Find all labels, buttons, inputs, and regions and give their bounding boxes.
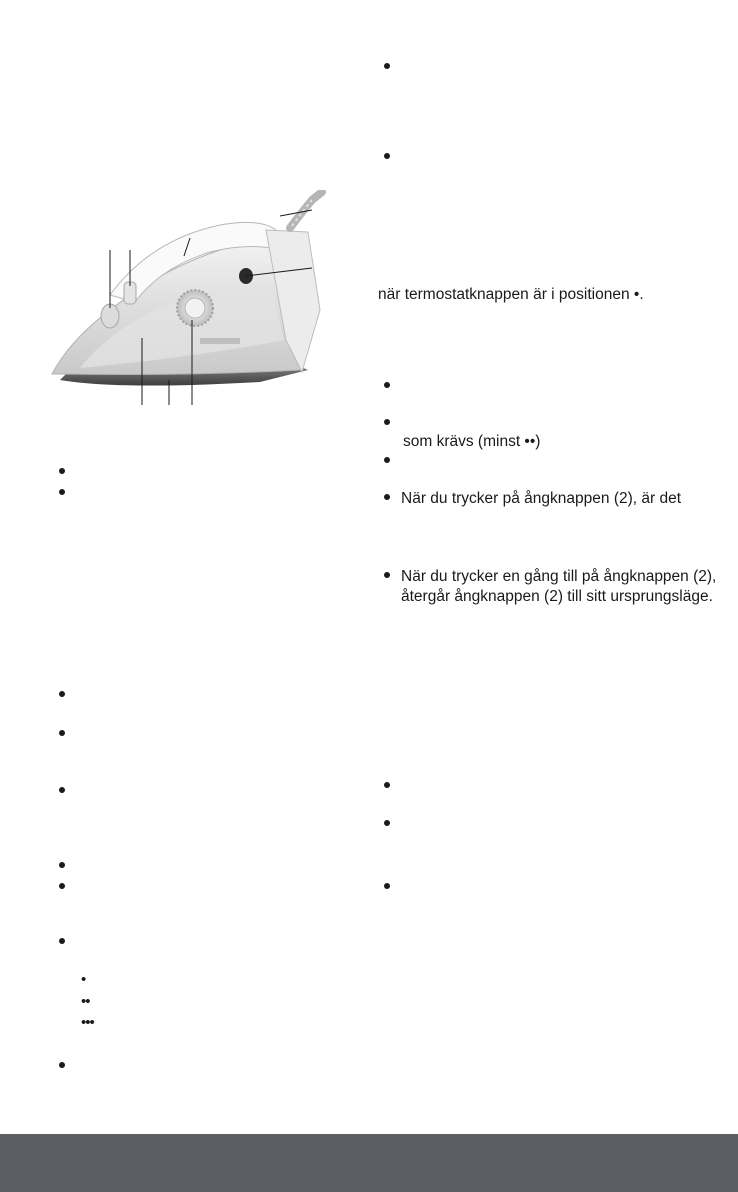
steam-button-pressed-text: När du trycker på ångknappen (2), är det: [401, 490, 682, 507]
steam-iron-illustration: [40, 190, 330, 410]
left-bullet-9: [59, 1062, 65, 1068]
temp-setting-medium: ••: [81, 993, 90, 1010]
thermostat-note: när termostatknappen är i positionen •.: [378, 286, 644, 303]
left-bullet-7: [59, 883, 65, 889]
left-bullet-8: [59, 938, 65, 944]
right-bullet-3: [384, 382, 390, 388]
right-bullet-6: [384, 494, 390, 500]
left-bullet-6: [59, 862, 65, 868]
right-bullet-2: [384, 153, 390, 159]
power-cord: [290, 192, 322, 228]
temp-setting-high: •••: [81, 1014, 94, 1031]
right-bullet-9: [384, 820, 390, 826]
min-setting-note: som krävs (minst ••): [403, 433, 541, 450]
right-bullet-4: [384, 419, 390, 425]
temp-setting-low: •: [81, 971, 86, 988]
right-bullet-8: [384, 782, 390, 788]
right-bullet-7: [384, 572, 390, 578]
footer-bar: [0, 1134, 738, 1192]
steam-button-again-line2: återgår ångknappen (2) till sitt ursprungsläge.: [401, 588, 713, 605]
right-bullet-5: [384, 457, 390, 463]
steam-button-again-line1: När du trycker en gång till på ångknappen (2),: [401, 568, 717, 585]
left-bullet-3: [59, 691, 65, 697]
right-bullet-10: [384, 883, 390, 889]
left-bullet-4: [59, 730, 65, 736]
right-bullet-1: [384, 63, 390, 69]
left-bullet-1: [59, 468, 65, 474]
left-bullet-5: [59, 787, 65, 793]
left-bullet-2: [59, 489, 65, 495]
